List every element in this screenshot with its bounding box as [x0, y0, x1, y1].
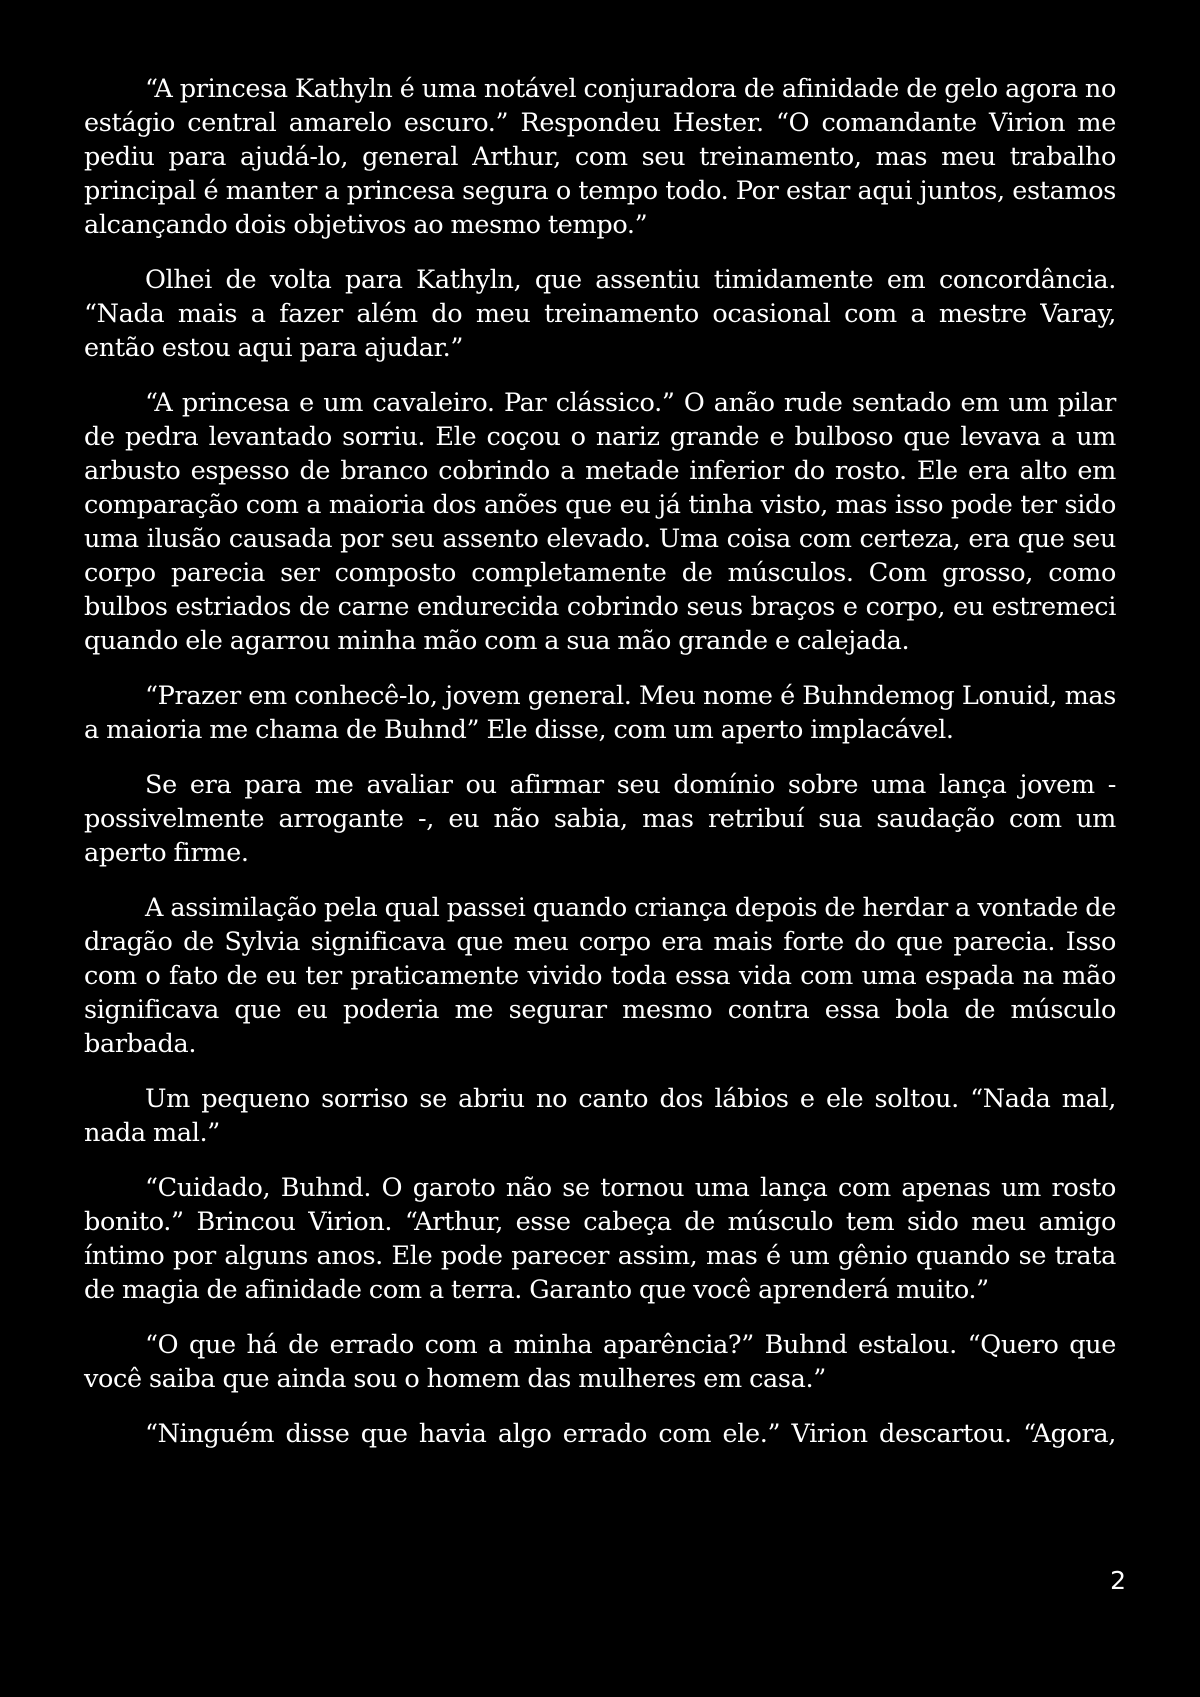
- paragraph-5: Se era para me avaliar ou afirmar seu domínio sobre uma lança jovem - possivelmente arrogante -, eu não sabia, mas retribuí sua saudação com um aperto firme.: [84, 770, 1116, 868]
- paragraph-8: “Cuidado, Buhnd. O garoto não se tornou uma lança com apenas um rosto bonito.” Brincou Virion. “Arthur, esse cabeça de músculo tem sido meu amigo íntimo por alguns anos. Ele pode parecer assim, mas é um gênio quando se trata de magia de afinidade com a terra. Garanto que você aprenderá muito.”: [84, 1173, 1116, 1305]
- paragraph-6: A assimilação pela qual passei quando criança depois de herdar a vontade de dragão de Sylvia significava que meu corpo era mais forte do que parecia. Isso com o fato de eu ter praticamente vivido toda essa vida com uma espada na mão significava que eu poderia me segurar mesmo contra essa bola de músculo barbada.: [84, 893, 1116, 1059]
- paragraph-4: “Prazer em conhecê-lo, jovem general. Meu nome é Buhndemog Lonuid, mas a maioria me chama de Buhnd” Ele disse, com um aperto implacável.: [84, 681, 1116, 745]
- paragraph-2: Olhei de volta para Kathyln, que assentiu timidamente em concordância. “Nada mais a fazer além do meu treinamento ocasional com a mestre Varay, então estou aqui para ajudar.”: [84, 265, 1116, 363]
- paragraph-3: “A princesa e um cavaleiro. Par clássico.” O anão rude sentado em um pilar de pedra levantado sorriu. Ele coçou o nariz grande e bulboso que levava a um arbusto espesso de branco cobrindo a metade inferior do rosto. Ele era alto em comparação com a maioria dos anões que eu já tinha visto, mas isso pode ter sido uma ilusão causada por seu assento elevado. Uma coisa com certeza, era que seu corpo parecia ser composto completamente de músculos. Com grosso, como bulbos estriados de carne endurecida cobrindo seus braços e corpo, eu estremeci quando ele agarrou minha mão com a sua mão grande e calejada.: [84, 388, 1116, 656]
- paragraph-9: “O que há de errado com a minha aparência?” Buhnd estalou. “Quero que você saiba que ainda sou o homem das mulheres em casa.”: [84, 1330, 1116, 1394]
- page-number: 2: [1110, 1566, 1126, 1595]
- document-body: [84, 72, 1116, 1472]
- paragraph-10: “Ninguém disse que havia algo errado com ele.” Virion descartou. “Agora,: [145, 1419, 1116, 1449]
- paragraph-7: Um pequeno sorriso se abriu no canto dos lábios e ele soltou. “Nada mal, nada mal.”: [84, 1084, 1116, 1148]
- paragraph-1: “A princesa Kathyln é uma notável conjuradora de afinidade de gelo agora no estágio central amarelo escuro.” Respondeu Hester. “O comandante Virion me pediu para ajudá-lo, general Arthur, com seu treinamento, mas meu trabalho principal é manter a princesa segura o tempo todo. Por estar aqui juntos, estamos alcançando dois objetivos ao mesmo tempo.”: [84, 74, 1116, 240]
